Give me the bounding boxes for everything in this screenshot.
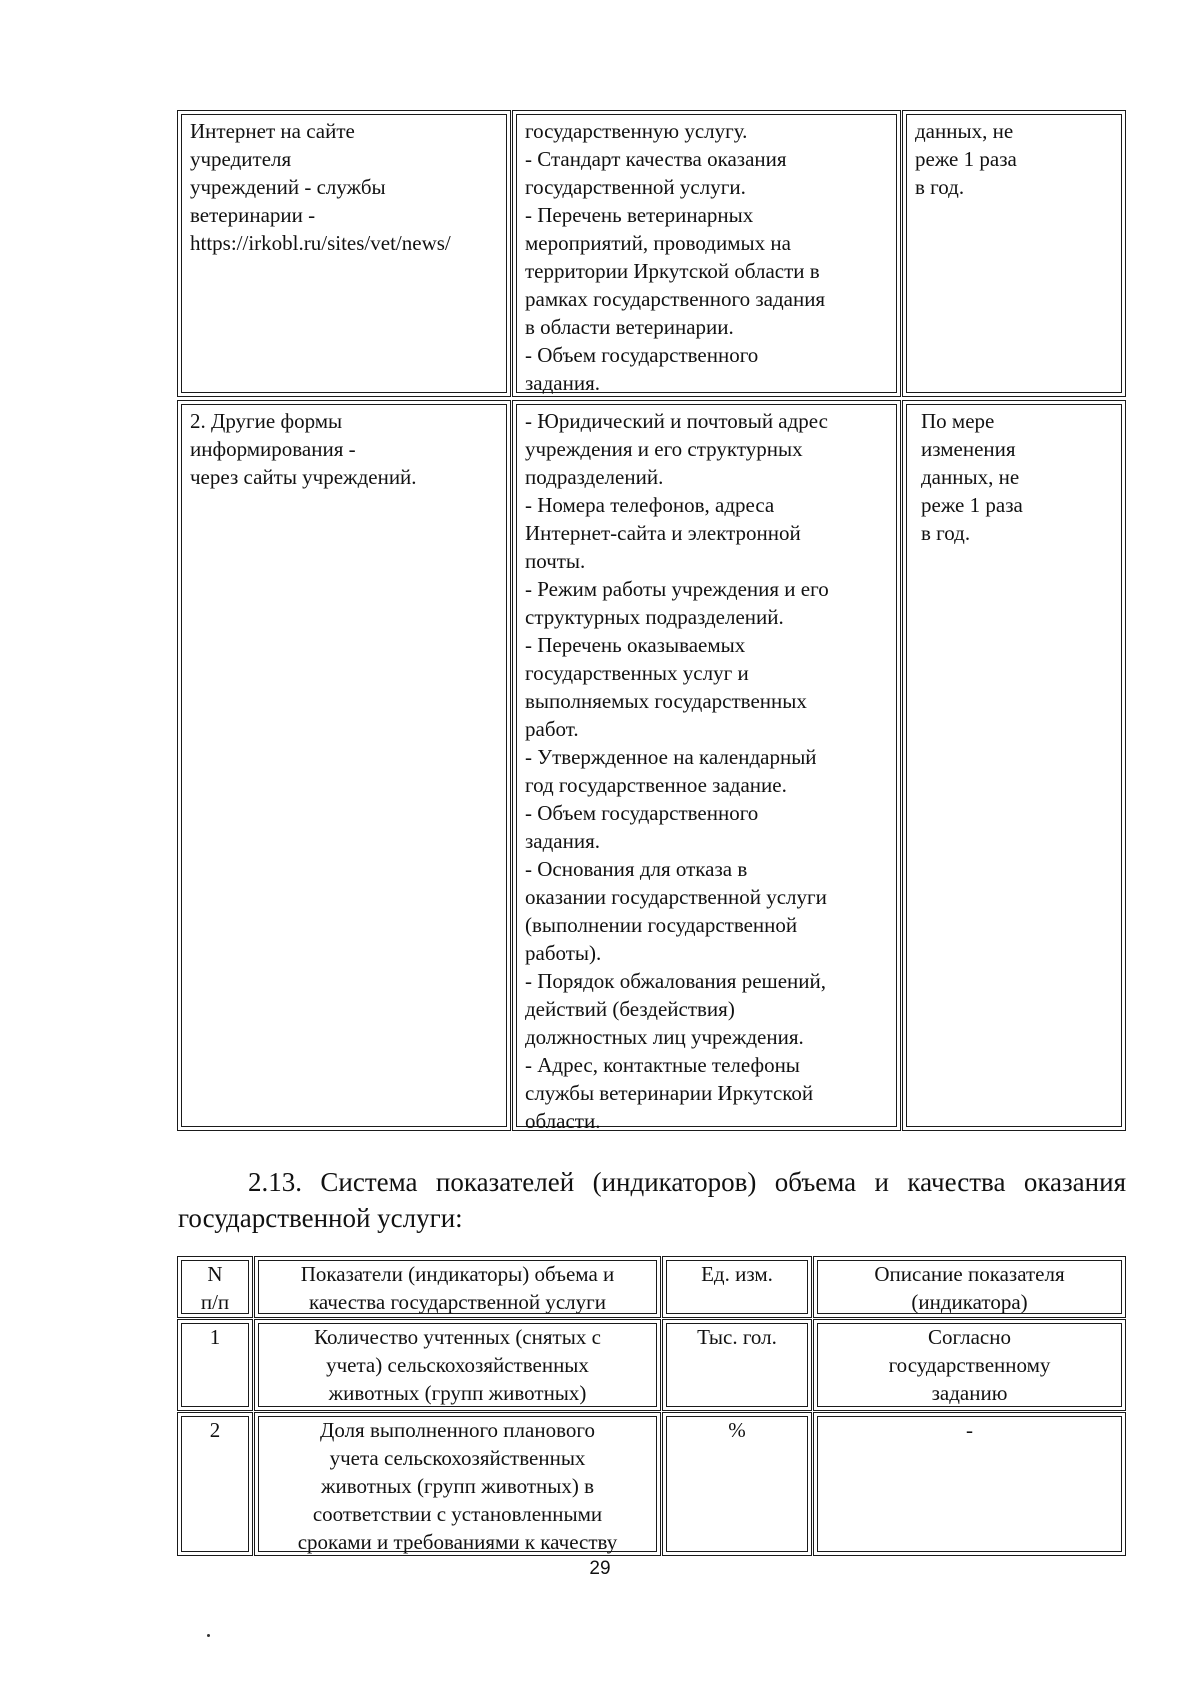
cell-line: - Юридический и почтовый адрес — [525, 409, 828, 433]
table2-row1-n — [177, 1319, 253, 1411]
cell-line: данных, не — [915, 119, 1014, 143]
cell-line: Количество учтенных (снятых с — [314, 1325, 601, 1349]
cell-line: 2 — [209, 1418, 221, 1442]
table1-row1-col3 — [902, 110, 1126, 397]
cell-line: должностных лиц учреждения. — [525, 1025, 804, 1049]
cell-line: (индикатора) — [911, 1290, 1028, 1314]
cell-line: Интернет-сайта и электронной — [525, 521, 801, 545]
table2-row1-unit — [662, 1319, 812, 1411]
cell-line: в год. — [921, 521, 971, 545]
cell-line: Согласно — [928, 1325, 1011, 1349]
cell-line: данных, не — [921, 465, 1020, 489]
cell-line: работы). — [525, 941, 602, 965]
cell-line: год государственное задание. — [525, 773, 787, 797]
section-heading-line1: 2.13. Система показателей (индикаторов) объема и качества оказания — [248, 1167, 1126, 1197]
cell-line: - Адрес, контактные телефоны — [525, 1053, 800, 1077]
cell-line: области. — [525, 1109, 601, 1133]
cell-line: учредителя — [190, 147, 292, 171]
cell-line: территории Иркутской области в — [525, 259, 820, 283]
cell-line: п/п — [200, 1290, 230, 1314]
cell-line: учреждения и его структурных — [525, 437, 803, 461]
cell-line: Интернет на сайте — [190, 119, 355, 143]
cell-line: Описание показателя — [874, 1262, 1065, 1286]
cell-line: - Объем государственного — [525, 801, 759, 825]
table2-header-unit — [662, 1256, 812, 1318]
cell-line: рамках государственного задания — [525, 287, 826, 311]
cell-line: государственных услуг и — [525, 661, 749, 685]
table2-row2-n — [177, 1412, 253, 1556]
cell-line: заданию — [931, 1381, 1008, 1405]
cell-line: почты. — [525, 549, 586, 573]
cell-text — [190, 117, 500, 257]
cell-line: учреждений - службы — [190, 175, 386, 199]
cell-line: - Перечень оказываемых — [525, 633, 746, 657]
table2-header-description — [813, 1256, 1126, 1318]
cell-line: качества государственной услуги — [308, 1290, 607, 1314]
cell-line: Ед. изм. — [701, 1262, 773, 1286]
cell-line: соответствии с установленными — [312, 1502, 603, 1526]
cell-line: подразделений. — [525, 465, 664, 489]
cell-line: государственной услуги. — [525, 175, 746, 199]
cell-line: в области ветеринарии. — [525, 315, 734, 339]
cell-text — [669, 1260, 805, 1288]
cell-text — [261, 1416, 654, 1556]
cell-line: службы ветеринарии Иркутской — [525, 1081, 814, 1105]
cell-line: выполняемых государственных — [525, 689, 807, 713]
cell-line: 2. Другие формы — [190, 409, 343, 433]
cell-line: задания. — [525, 371, 601, 395]
cell-text — [669, 1323, 805, 1351]
cell-line: через сайты учреждений. — [190, 465, 417, 489]
table1-row2-col2 — [512, 400, 901, 1131]
cell-line: - Основания для отказа в — [525, 857, 748, 881]
cell-line: - Перечень ветеринарных — [525, 203, 754, 227]
cell-line: действий (бездействия) — [525, 997, 735, 1021]
cell-text — [820, 1260, 1119, 1316]
cell-line: - Объем государственного — [525, 343, 759, 367]
cell-line: (выполнении государственной — [525, 913, 798, 937]
cell-line: По мере — [921, 409, 995, 433]
table2-row1-indicator — [254, 1319, 661, 1411]
cell-line: - Утвержденное на календарный — [525, 745, 817, 769]
cell-text — [820, 1416, 1119, 1444]
cell-line: https://irkobl.ru/sites/vet/news/ — [190, 231, 451, 255]
cell-line: Доля выполненного планового — [320, 1418, 595, 1442]
cell-text — [184, 1323, 246, 1351]
cell-line: изменения — [921, 437, 1016, 461]
cell-line: % — [728, 1418, 746, 1442]
cell-line: ветеринарии - — [190, 203, 316, 227]
section-heading-line2: государственной услуги: — [178, 1203, 463, 1233]
cell-line: N — [207, 1262, 223, 1286]
cell-text — [525, 407, 890, 1135]
cell-text — [184, 1416, 246, 1444]
cell-line: учета сельскохозяйственных — [329, 1446, 586, 1470]
cell-line: - Номера телефонов, адреса — [525, 493, 775, 517]
cell-line: структурных подразделений. — [525, 605, 784, 629]
cell-line: Тыс. гол. — [697, 1325, 777, 1349]
cell-text — [669, 1416, 805, 1444]
cell-line: - Порядок обжалования решений, — [525, 969, 826, 993]
cell-text — [190, 407, 500, 491]
cell-line: реже 1 раза — [915, 147, 1017, 171]
cell-line: животных (групп животных) — [328, 1381, 587, 1405]
cell-line: - — [966, 1418, 973, 1442]
cell-line: сроками и требованиями к качеству — [297, 1530, 618, 1554]
cell-text — [525, 117, 890, 397]
table2-row2-unit — [662, 1412, 812, 1556]
cell-line: - Стандарт качества оказания — [525, 147, 787, 171]
page-number: 29 — [589, 1558, 611, 1579]
cell-text — [915, 117, 1115, 201]
cell-line: 1 — [209, 1325, 221, 1349]
cell-text — [921, 407, 1115, 547]
table2-row1-description — [813, 1319, 1126, 1411]
table2-row2-indicator — [254, 1412, 661, 1556]
table2-header-n — [177, 1256, 253, 1318]
cell-line: - Режим работы учреждения и его — [525, 577, 829, 601]
cell-line: работ. — [525, 717, 579, 741]
table1-row1-col2 — [512, 110, 901, 397]
table2-header-indicator — [254, 1256, 661, 1318]
scan-speck — [207, 1634, 210, 1637]
table1-row2-col3 — [902, 400, 1126, 1131]
cell-line: мероприятий, проводимых на — [525, 231, 791, 255]
cell-text — [184, 1260, 246, 1316]
cell-line: учета) сельскохозяйственных — [326, 1353, 589, 1377]
cell-text — [261, 1323, 654, 1407]
table1-row2-col1 — [177, 400, 511, 1131]
cell-text — [261, 1260, 654, 1316]
cell-line: государственному — [888, 1353, 1051, 1377]
cell-line: животных (групп животных) в — [321, 1474, 594, 1498]
cell-line: информирования - — [190, 437, 356, 461]
cell-line: государственную услугу. — [525, 119, 748, 143]
section-heading — [178, 1164, 1126, 1236]
table1-row1-col1 — [177, 110, 511, 397]
table2-row2-description — [813, 1412, 1126, 1556]
cell-line: Показатели (индикаторы) объема и — [300, 1262, 615, 1286]
cell-text — [820, 1323, 1119, 1407]
cell-line: в год. — [915, 175, 965, 199]
cell-line: задания. — [525, 829, 601, 853]
cell-line: оказании государственной услуги — [525, 885, 827, 909]
cell-line: реже 1 раза — [921, 493, 1023, 517]
